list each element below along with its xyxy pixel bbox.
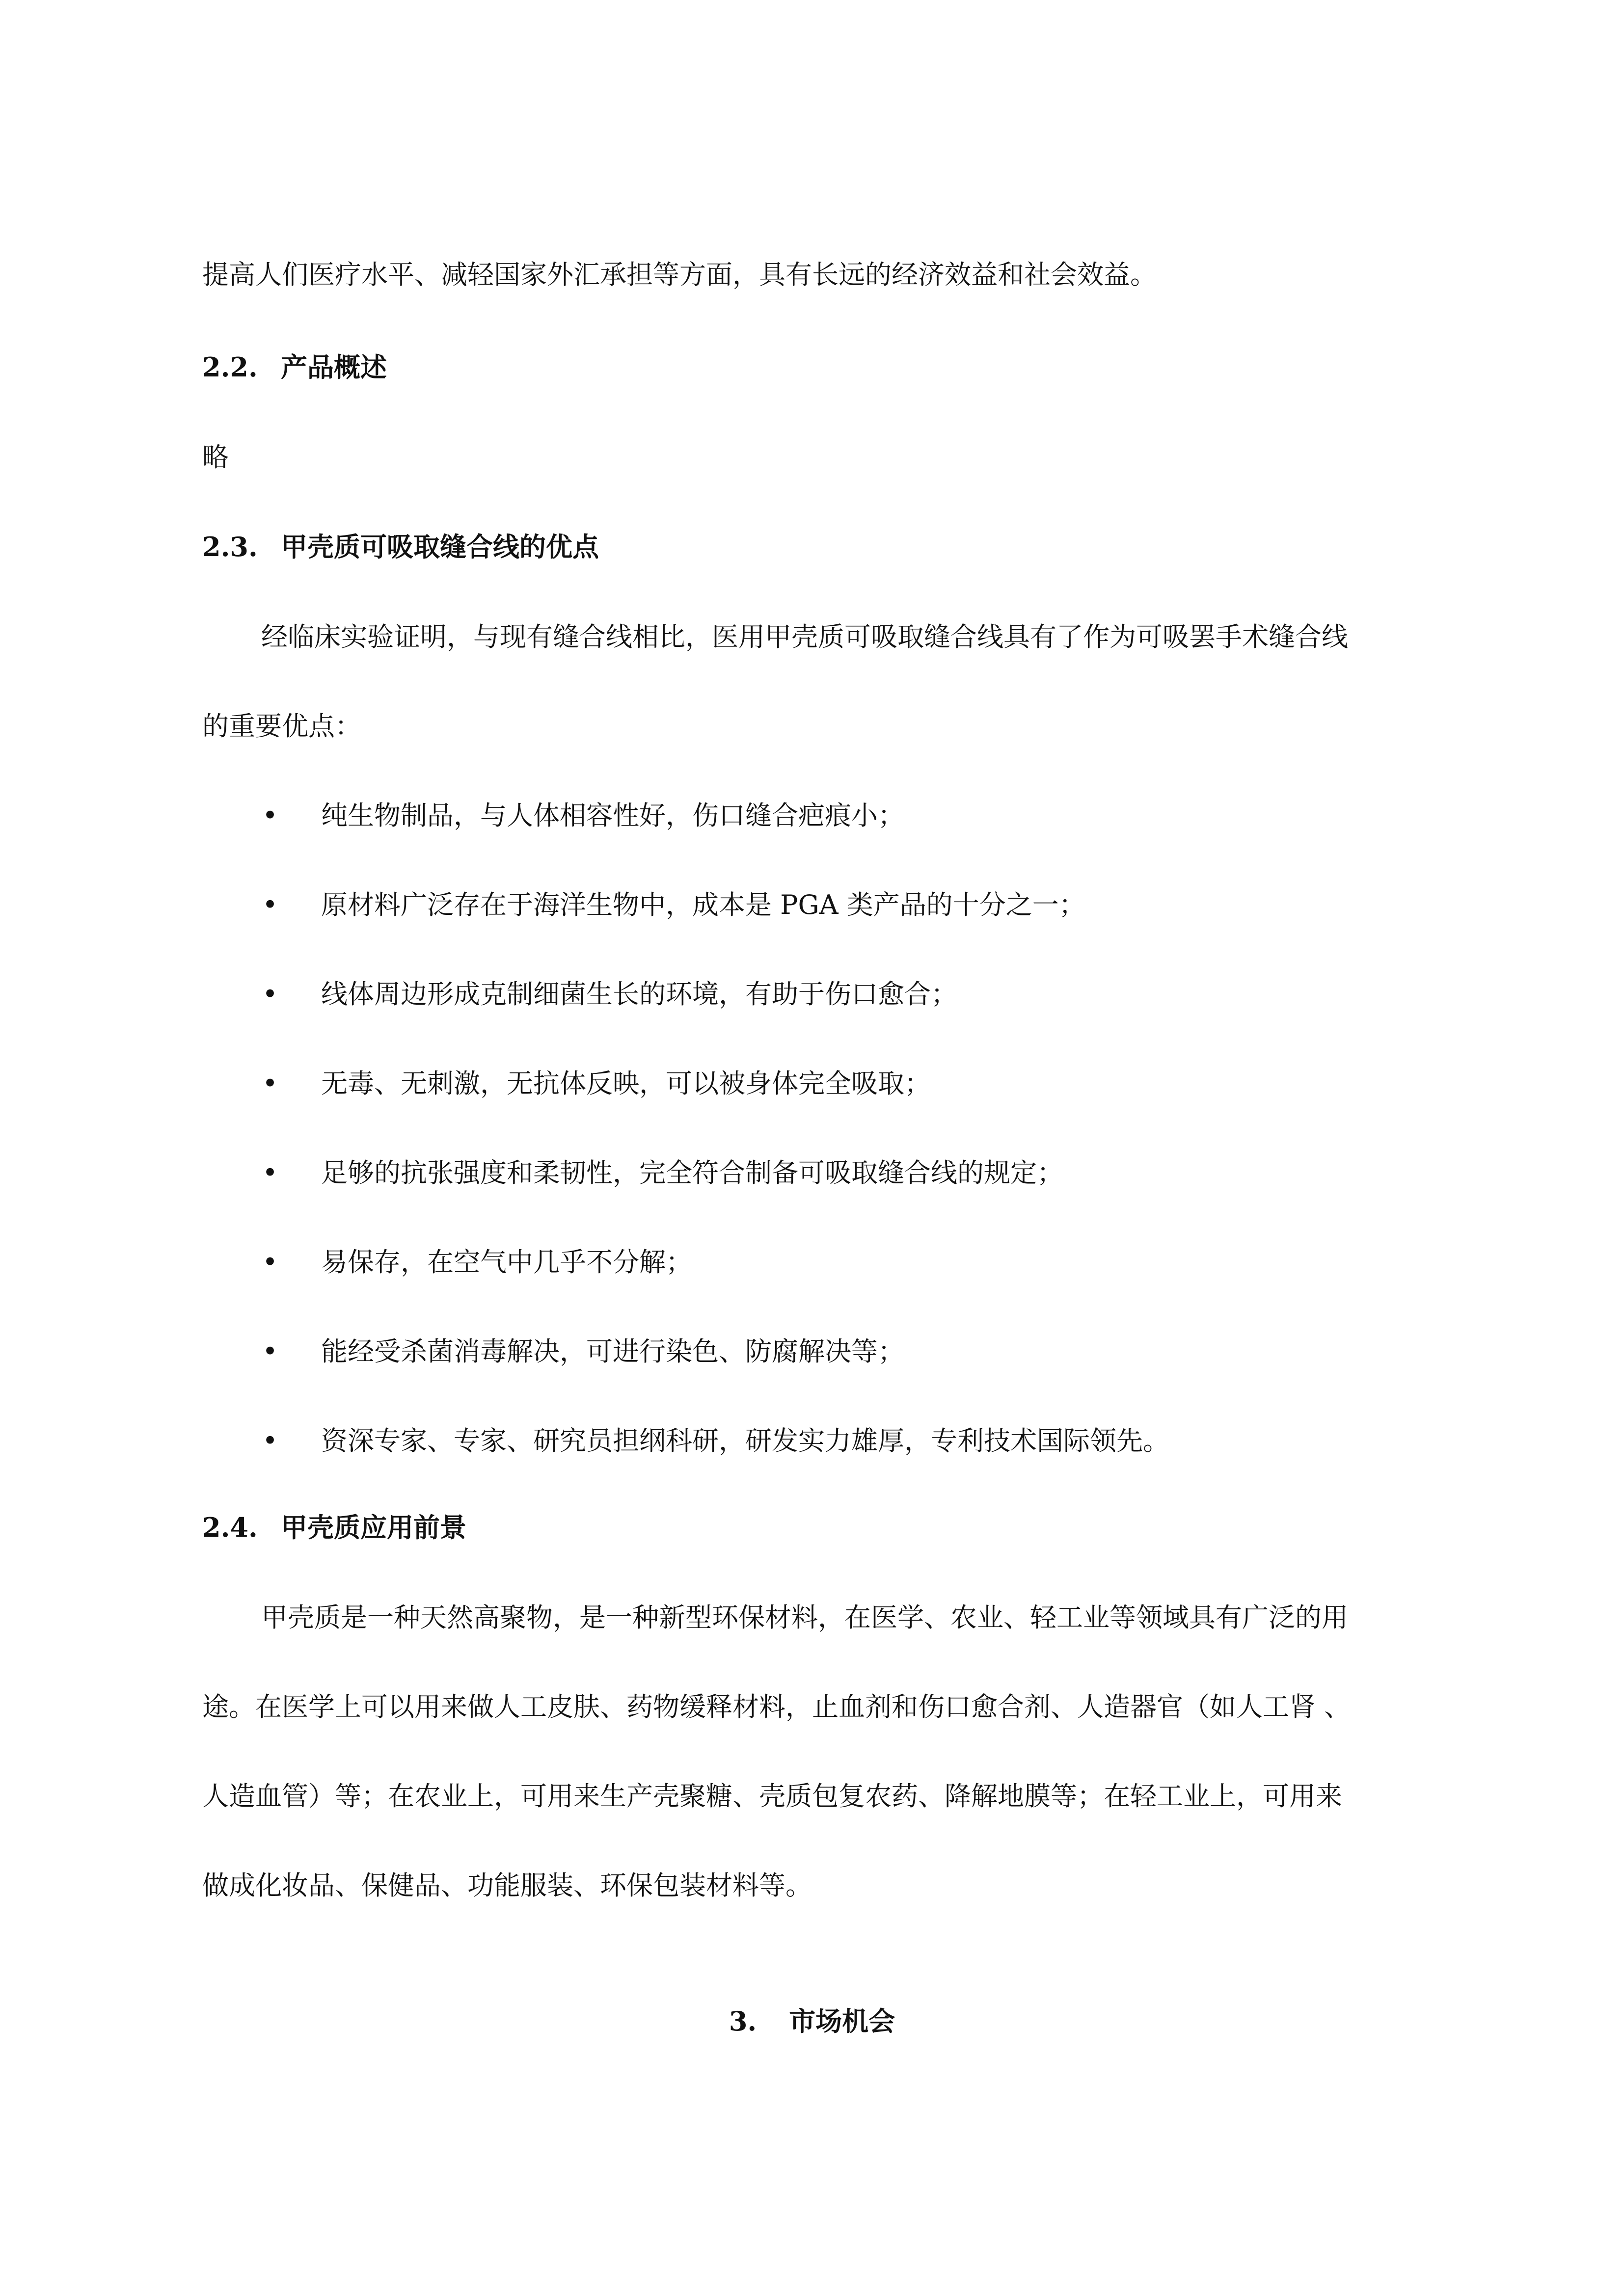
section-number: 2.4.	[202, 1512, 258, 1543]
list-item-text: 能经受杀菌消毒解决，可进行染色、防腐解决等；	[321, 1336, 904, 1367]
list-item-text: 无毒、无刺激，无抗体反映，可以被身体完全吸取；	[321, 1068, 931, 1099]
section-title: 市场机会	[789, 2005, 895, 2037]
section-2-2-heading	[202, 349, 387, 385]
bullet-icon: •	[262, 1425, 278, 1456]
section-2-3-intro-line-1: 经临床实验证明，与现有缝合线相比，医用甲壳质可吸取缝合线具有了作为可吸罢手术缝合线	[261, 621, 1348, 652]
section-number: 3.	[729, 2005, 757, 2037]
bullet-icon: •	[262, 889, 278, 920]
section-title: 产品概述	[281, 351, 387, 383]
section-2-3-intro-line-2: 的重要优点：	[202, 711, 361, 742]
section-2-2-body: 略	[202, 442, 229, 473]
section-2-4-paragraph-line: 人造血管）等；在农业上，可用来生产壳聚糖、壳质包复农药、降解地膜等；在轻工业上，可用来	[202, 1781, 1342, 1812]
list-item-text: 纯生物制品，与人体相容性好，伤口缝合疤痕小；	[321, 800, 904, 831]
bullet-icon: •	[262, 1247, 278, 1278]
section-2-4-heading	[202, 1510, 466, 1545]
section-title: 甲壳质应用前景	[281, 1512, 466, 1543]
section-2-4-paragraph-line: 甲壳质是一种天然高聚物，是一种新型环保材料，在医学、农业、轻工业等领域具有广泛的用	[261, 1602, 1348, 1633]
bullet-icon: •	[262, 1068, 278, 1099]
section-2-3-heading	[202, 529, 599, 564]
list-item-text: 易保存，在空气中几乎不分解；	[321, 1247, 692, 1278]
section-number: 2.3.	[202, 531, 258, 562]
bullet-icon: •	[262, 979, 278, 1010]
list-item-text: 资深专家、专家、研究员担纲科研，研发实力雄厚，专利技术国际领先。	[321, 1425, 1169, 1456]
section-number: 2.2.	[202, 351, 258, 383]
bullet-icon: •	[262, 1157, 278, 1188]
bullet-icon: •	[262, 1336, 278, 1367]
section-3-heading	[0, 2003, 1624, 2039]
list-item-text: 原材料广泛存在于海洋生物中，成本是 PGA 类产品的十分之一；	[321, 889, 1085, 920]
section-2-4-paragraph-line: 途。在医学上可以用来做人工皮肤、药物缓释材料，止血剂和伤口愈合剂、人造器官（如人工肾 、	[202, 1691, 1351, 1722]
section-title: 甲壳质可吸取缝合线的优点	[281, 531, 599, 562]
section-2-4-paragraph-line: 做成化妆品、保健品、功能服装、环保包装材料等。	[202, 1870, 812, 1901]
bullet-icon: •	[262, 800, 278, 831]
intro-line: 提高人们医疗水平、减轻国家外汇承担等方面，具有长远的经济效益和社会效益。	[202, 259, 1157, 290]
list-item-text: 线体周边形成克制细菌生长的环境，有助于伤口愈合；	[321, 979, 957, 1010]
list-item-text: 足够的抗张强度和柔韧性，完全符合制备可吸取缝合线的规定；	[321, 1157, 1063, 1188]
